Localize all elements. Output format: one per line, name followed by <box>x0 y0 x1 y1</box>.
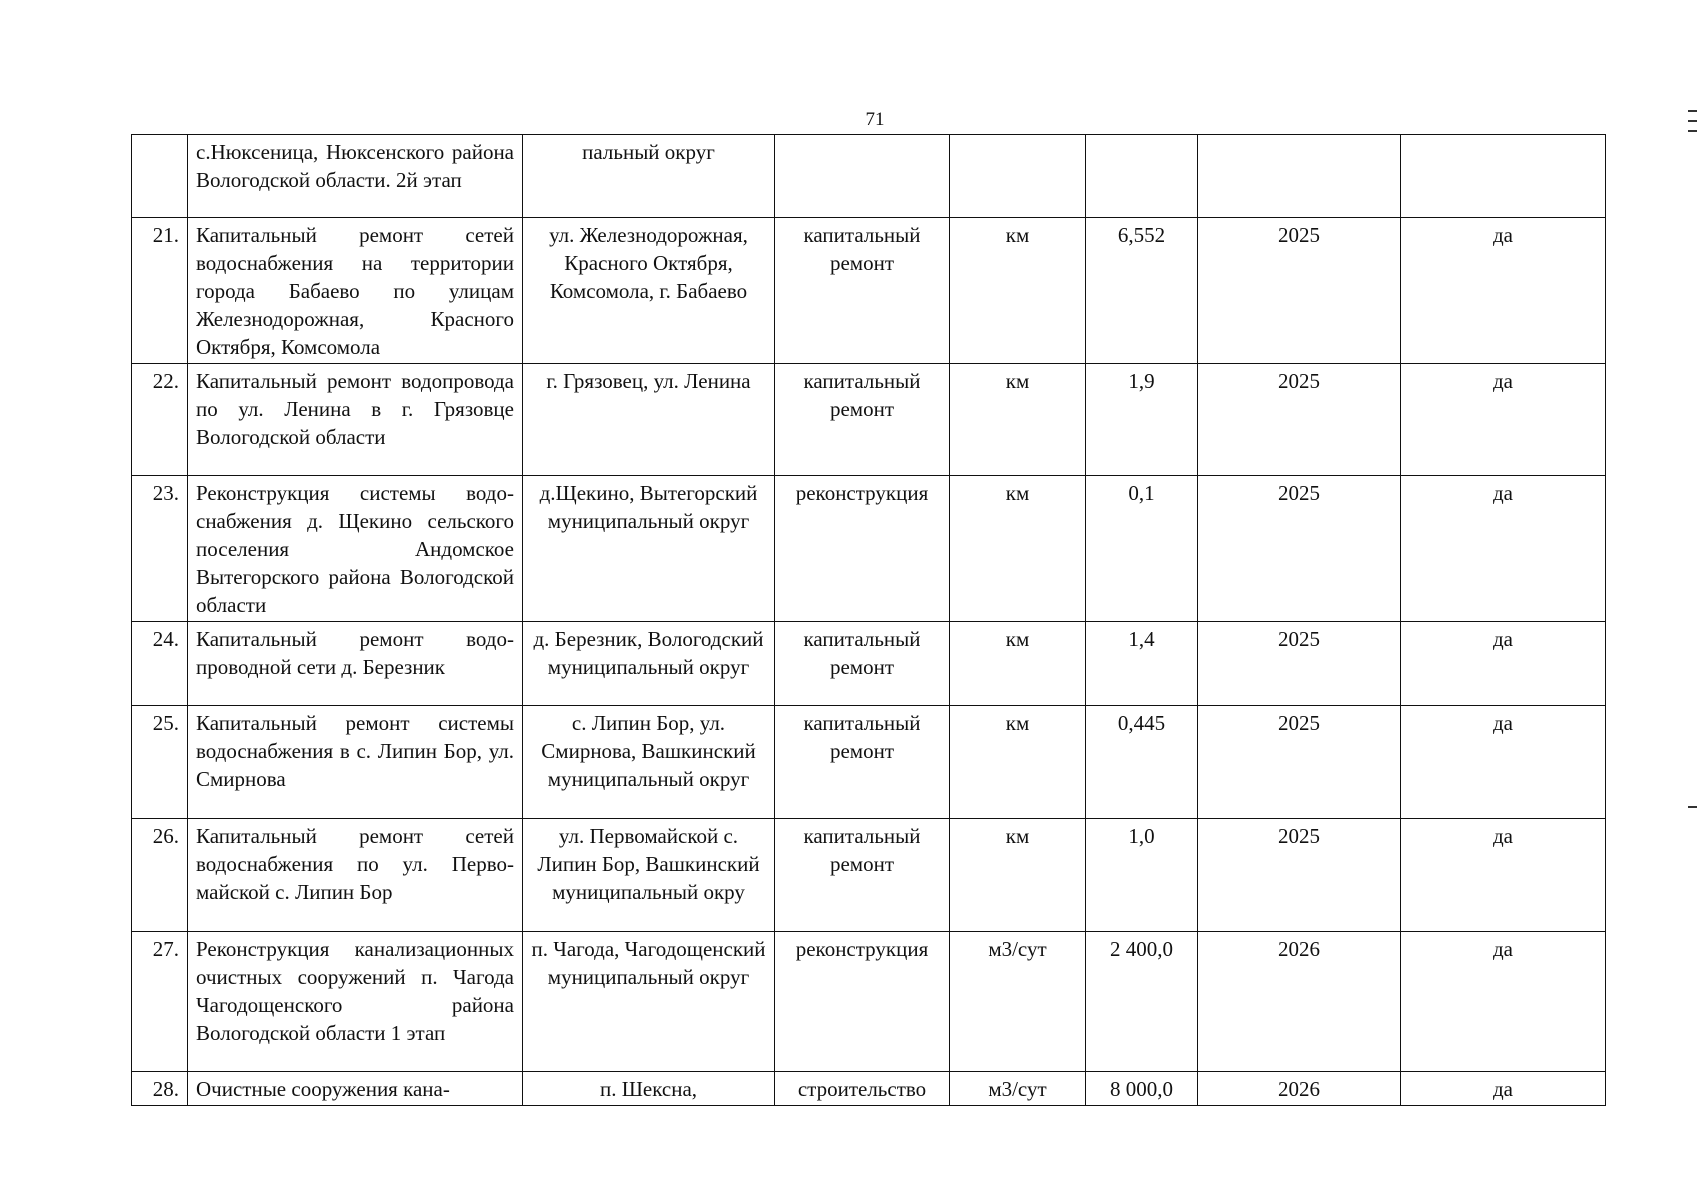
unit: м3/сут <box>950 932 1086 1072</box>
unit: км <box>950 364 1086 476</box>
row-number: 21. <box>132 218 188 364</box>
capacity-value: 1,0 <box>1086 819 1198 932</box>
unit: км <box>950 218 1086 364</box>
project-name: Капитальный ремонт сетей водоснабжения на территории города Бабаево по улицам Железнодорожная, Красного Октября, Комсомола <box>188 218 523 364</box>
project-name: Капитальный ремонт сетей водоснабжения по ул. Первомайской с. Липин Бор <box>188 819 523 932</box>
row-number <box>132 135 188 218</box>
project-name: Капитальный ремонт водопроводной сети д. Березник <box>188 622 523 706</box>
year: 2026 <box>1198 1072 1401 1106</box>
year: 2026 <box>1198 932 1401 1072</box>
table-row <box>132 364 1606 476</box>
flag: да <box>1401 476 1606 622</box>
work-type: капитальный ремонт <box>775 622 950 706</box>
unit: м3/сут <box>950 1072 1086 1106</box>
capacity-value <box>1086 135 1198 218</box>
year: 2025 <box>1198 706 1401 819</box>
project-location: п. Шексна, <box>523 1072 775 1106</box>
capacity-value: 8 000,0 <box>1086 1072 1198 1106</box>
page-number: 71 <box>865 109 885 130</box>
row-number: 25. <box>132 706 188 819</box>
row-number: 23. <box>132 476 188 622</box>
flag: да <box>1401 706 1606 819</box>
flag: да <box>1401 932 1606 1072</box>
row-number: 28. <box>132 1072 188 1106</box>
project-name: Капитальный ремонт системы водоснабжения в с. Липин Бор, ул. Смирнова <box>188 706 523 819</box>
unit: км <box>950 476 1086 622</box>
work-type <box>775 135 950 218</box>
work-type: реконструкция <box>775 932 950 1072</box>
project-name: Капитальный ремонт водопровода по ул. Ленина в г. Грязовце Вологодской области <box>188 364 523 476</box>
year: 2025 <box>1198 218 1401 364</box>
project-location: с. Липин Бор, ул. Смирнова, Вашкинский муниципальный округ <box>523 706 775 819</box>
unit: км <box>950 622 1086 706</box>
flag: да <box>1401 218 1606 364</box>
work-type: капитальный ремонт <box>775 364 950 476</box>
work-type: капитальный ремонт <box>775 218 950 364</box>
capacity-value: 0,445 <box>1086 706 1198 819</box>
project-name: Реконструкция системы водоснабжения д. Щекино сельского поселения Андомское Вытегорского района Вологодской области <box>188 476 523 622</box>
year <box>1198 135 1401 218</box>
work-type: строительство <box>775 1072 950 1106</box>
scan-edge-mark <box>1688 110 1697 112</box>
capacity-value: 0,1 <box>1086 476 1198 622</box>
projects-table <box>131 134 1606 1106</box>
row-number: 24. <box>132 622 188 706</box>
table-row <box>132 476 1606 622</box>
table-row <box>132 1072 1606 1106</box>
project-location: ул. Первомайской с. Липин Бор, Вашкинский муниципальный окру <box>523 819 775 932</box>
project-location: п. Чагода, Чагодощенский муниципальный округ <box>523 932 775 1072</box>
scan-edge-mark <box>1688 130 1697 132</box>
year: 2025 <box>1198 364 1401 476</box>
flag: да <box>1401 819 1606 932</box>
capacity-value: 1,9 <box>1086 364 1198 476</box>
work-type: капитальный ремонт <box>775 706 950 819</box>
row-number: 22. <box>132 364 188 476</box>
unit <box>950 135 1086 218</box>
project-name: с.Нюксеница, Нюксенского района Вологодской области. 2й этап <box>188 135 523 218</box>
table-row <box>132 932 1606 1072</box>
row-number: 26. <box>132 819 188 932</box>
table-row <box>132 706 1606 819</box>
flag: да <box>1401 1072 1606 1106</box>
capacity-value: 6,552 <box>1086 218 1198 364</box>
work-type: капитальный ремонт <box>775 819 950 932</box>
project-location: г. Грязовец, ул. Ленина <box>523 364 775 476</box>
project-location: д.Щекино, Вытегорский муниципальный округ <box>523 476 775 622</box>
project-name: Очистные сооружения кана- <box>188 1072 523 1106</box>
capacity-value: 1,4 <box>1086 622 1198 706</box>
flag <box>1401 135 1606 218</box>
table-row <box>132 218 1606 364</box>
unit: км <box>950 706 1086 819</box>
table-row <box>132 622 1606 706</box>
year: 2025 <box>1198 819 1401 932</box>
flag: да <box>1401 622 1606 706</box>
unit: км <box>950 819 1086 932</box>
capacity-value: 2 400,0 <box>1086 932 1198 1072</box>
table-row <box>132 135 1606 218</box>
work-type: реконструкция <box>775 476 950 622</box>
scan-edge-mark <box>1688 120 1697 122</box>
year: 2025 <box>1198 476 1401 622</box>
scan-edge-mark <box>1688 806 1697 808</box>
year: 2025 <box>1198 622 1401 706</box>
project-location: д. Березник, Вологодский муниципальный округ <box>523 622 775 706</box>
project-name: Реконструкция канализационных очистных сооружений п. Чагода Чагодощенского района Вологодской области 1 этап <box>188 932 523 1072</box>
project-location: ул. Железнодорожная, Красного Октября, Комсомола, г. Бабаево <box>523 218 775 364</box>
table-row <box>132 819 1606 932</box>
project-location: пальный округ <box>523 135 775 218</box>
flag: да <box>1401 364 1606 476</box>
row-number: 27. <box>132 932 188 1072</box>
